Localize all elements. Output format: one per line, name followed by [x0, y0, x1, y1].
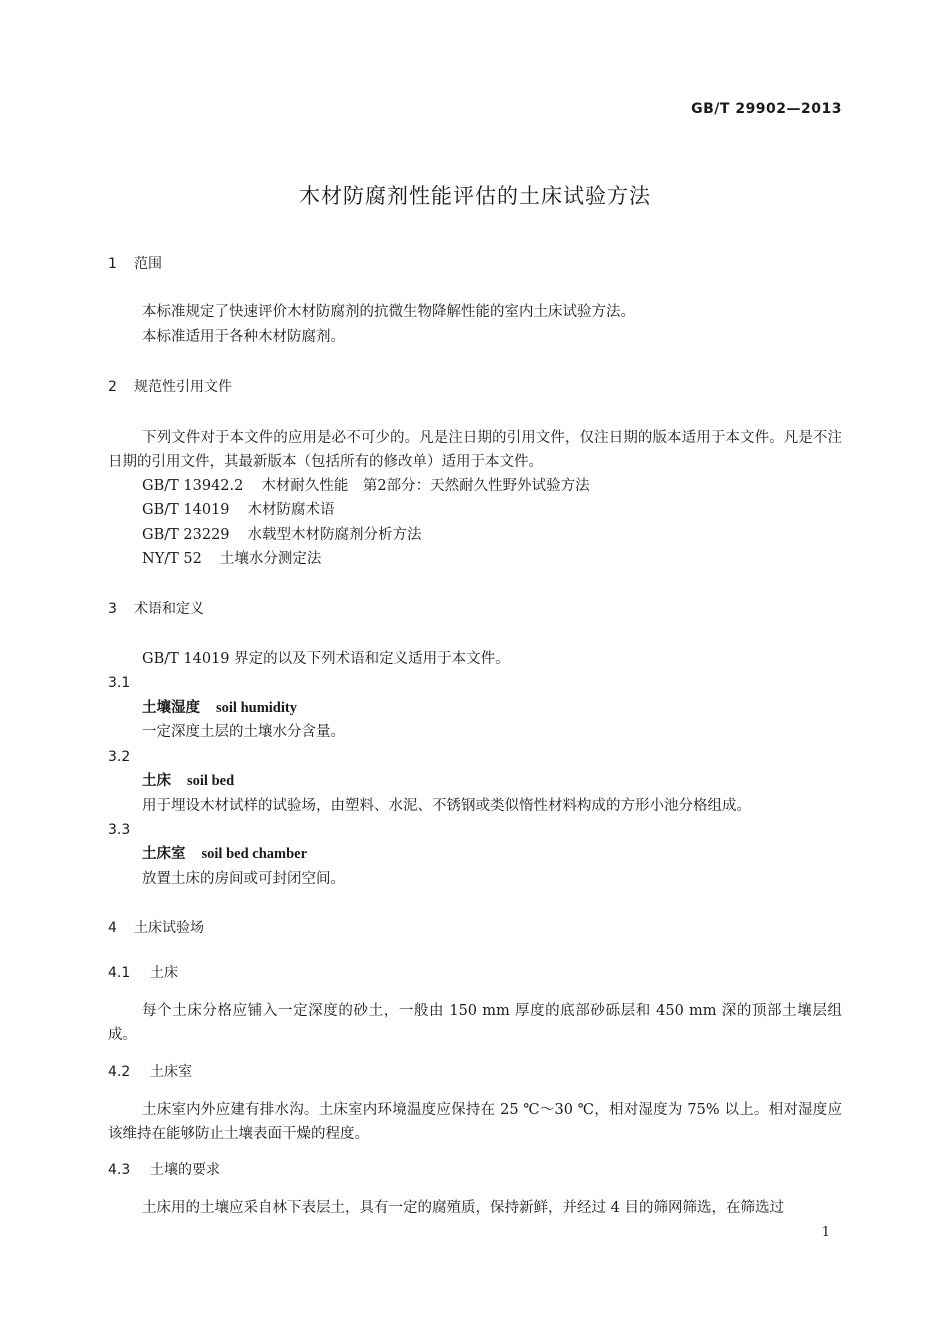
term-zh: 土壤湿度	[142, 700, 200, 716]
term-number: 3.2	[108, 749, 131, 765]
reference-code: GB/T 13942.2	[142, 478, 244, 494]
section-title: 规范性引用文件	[134, 379, 232, 395]
subsection-number: 4.3	[108, 1162, 131, 1178]
paragraph: 土床用的土壤应采自林下表层土，具有一定的腐殖质，保持新鲜，并经过 4 目的筛网筛选，在筛选过	[142, 1200, 784, 1216]
section-1-heading	[108, 254, 162, 274]
reference-code: NY/T 52	[142, 551, 202, 567]
reference-title: 木材耐久性能 第2部分：天然耐久性野外试验方法	[261, 478, 590, 494]
subsection-4-2-heading	[108, 1062, 192, 1082]
section-title: 范围	[134, 256, 162, 272]
term-zh: 土床室	[142, 846, 186, 862]
reference-title: 木材防腐术语	[247, 502, 335, 518]
subsection-4-3-heading	[108, 1160, 220, 1180]
section-number: 4	[108, 920, 117, 936]
paragraph: 下列文件对于本文件的应用是必不可少的。凡是注日期的引用文件，仅注日期的版本适用于本文件。凡是不注日期的引用文件，其最新版本（包括所有的修改单）适用于本文件。	[108, 430, 842, 470]
section-title: 土床试验场	[134, 920, 204, 936]
subsection-title: 土壤的要求	[150, 1162, 220, 1178]
term-definition: 放置土床的房间或可封闭空间。	[142, 871, 345, 887]
paragraph: 土床室内外应建有排水沟。土床室内环境温度应保持在 25 ℃～30 ℃，相对湿度为 75% 以上。相对湿度应该维持在能够防止土壤表面干燥的程度。	[108, 1102, 842, 1142]
subsection-number: 4.1	[108, 965, 131, 981]
reference-item	[142, 549, 321, 569]
term-en: soil bed chamber	[201, 846, 308, 862]
subsection-number: 4.2	[108, 1064, 131, 1080]
reference-code: GB/T 14019	[142, 502, 230, 518]
document-title: 木材防腐剂性能评估的土床试验方法	[299, 184, 651, 208]
term-definition: 一定深度土层的土壤水分含量。	[142, 724, 345, 740]
page-number: 1	[821, 1225, 830, 1240]
paragraph: 本标准适用于各种木材防腐剂。	[142, 329, 345, 345]
section-3-heading	[108, 599, 204, 619]
paragraph: 每个土床分格应铺入一定深度的砂土，一般由 150 mm 厚度的底部砂砾层和 450 mm 深的顶部土壤层组成。	[108, 1003, 842, 1043]
reference-item	[142, 476, 590, 496]
paragraph: 本标准规定了快速评价木材防腐剂的抗微生物降解性能的室内土床试验方法。	[142, 304, 635, 320]
term-zh: 土床	[142, 773, 171, 789]
reference-title: 土壤水分测定法	[219, 551, 322, 567]
term-entry	[142, 698, 297, 718]
section-4-heading	[108, 918, 204, 938]
section-number: 2	[108, 379, 117, 395]
reference-code: GB/T 23229	[142, 527, 230, 543]
term-en: soil humidity	[216, 700, 297, 716]
section-title: 术语和定义	[134, 601, 204, 617]
term-number: 3.3	[108, 822, 131, 838]
term-en: soil bed	[187, 773, 235, 789]
section-2-heading	[108, 377, 232, 397]
subsection-4-1-heading	[108, 963, 178, 983]
term-definition: 用于埋设木材试样的试验场，由塑料、水泥、不锈钢或类似惰性材料构成的方形小池分格组成。	[142, 798, 751, 814]
term-entry	[142, 844, 307, 864]
term-number: 3.1	[108, 675, 131, 691]
term-entry	[142, 771, 234, 791]
subsection-title: 土床	[150, 965, 178, 981]
reference-item	[142, 525, 422, 545]
section-number: 1	[108, 256, 117, 272]
subsection-title: 土床室	[150, 1064, 192, 1080]
standard-code: GB/T 29902—2013	[691, 101, 842, 117]
reference-title: 水载型木材防腐剂分析方法	[247, 527, 422, 543]
paragraph: GB/T 14019 界定的以及下列术语和定义适用于本文件。	[142, 651, 510, 667]
reference-item	[142, 500, 335, 520]
section-number: 3	[108, 601, 117, 617]
